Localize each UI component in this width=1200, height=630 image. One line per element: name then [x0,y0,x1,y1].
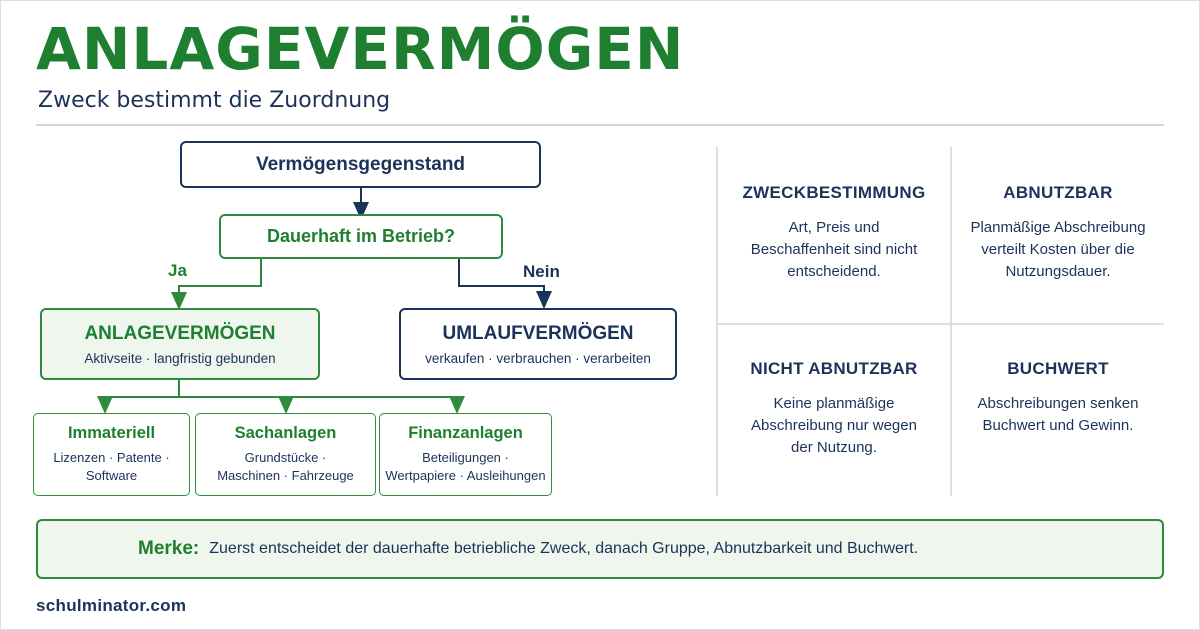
node-umlaufvermoegen [399,308,677,380]
node-anlagevermoegen [40,308,320,380]
category-title: Sachanlagen [234,424,337,442]
category-line: Maschinen · Fahrzeuge [217,468,354,483]
category-line: Lizenzen · Patente · [53,450,170,465]
fact-line: Abschreibung nur wegen [751,417,917,434]
node-root-label: Vermögensgegenstand [255,153,466,175]
category-immateriell [33,413,190,496]
page-title: ANLAGEVERMÖGEN [36,15,685,83]
node-umlauf-title: UMLAUFVERMÖGEN [442,322,634,344]
fact-line: Planmäßige Abschreibung [970,219,1146,236]
category-title: Finanzanlagen [408,424,523,442]
node-question [219,214,503,259]
category-line: Software [85,468,138,483]
fact-line: der Nutzung. [791,439,877,456]
fact-line: verteilt Kosten über die [981,241,1135,258]
merke-text: Zuerst entscheidet der dauerhafte betriebliche Zweck, danach Gruppe, Abnutzbarkeit und Buchwert. [209,540,919,557]
fact-line: Keine planmäßige [773,395,895,412]
node-umlauf-sub: verkaufen · verbrauchen · verarbeiten [425,350,651,366]
fact-title: BUCHWERT [1007,359,1109,378]
category-line: Wertpapiere · Ausleihungen [385,468,546,483]
node-anlage-sub: Aktivseite · langfristig gebunden [84,350,276,366]
category-title: Immateriell [67,424,156,442]
fact-nicht-abnutzbar [718,359,950,459]
fact-line: Nutzungsdauer. [1005,263,1111,280]
fact-line: Art, Preis und [788,219,880,236]
node-anlage-title: ANLAGEVERMÖGEN [84,322,276,344]
label-yes: Ja [168,261,187,280]
arrow-yes [179,259,261,302]
fact-abnutzbar [942,183,1174,283]
fact-buchwert [942,359,1174,437]
label-no: Nein [523,262,560,281]
fact-title: ZWECKBESTIMMUNG [742,183,926,202]
fact-line: Buchwert und Gewinn. [982,417,1134,434]
fact-title: ABNUTZBAR [1003,183,1113,202]
category-line: Grundstücke · [244,450,327,465]
fact-line: Abschreibungen senken [977,395,1139,412]
footer-link[interactable]: schulminator.com [36,596,187,615]
fact-line: Beschaffenheit sind nicht [750,241,918,258]
merke-box [36,519,1164,579]
fact-line: entscheidend. [787,263,881,280]
fact-title: NICHT ABNUTZBAR [750,359,918,378]
category-finanzanlagen [379,413,552,496]
node-root [180,141,541,188]
node-question-label: Dauerhaft im Betrieb? [266,226,456,246]
merke-label: Merke: [138,538,200,559]
page-subtitle: Zweck bestimmt die Zuordnung [38,88,391,113]
category-line: Beteiligungen · [422,450,509,465]
fact-zweckbestimmung [718,183,950,283]
category-sachanlagen [195,413,376,496]
